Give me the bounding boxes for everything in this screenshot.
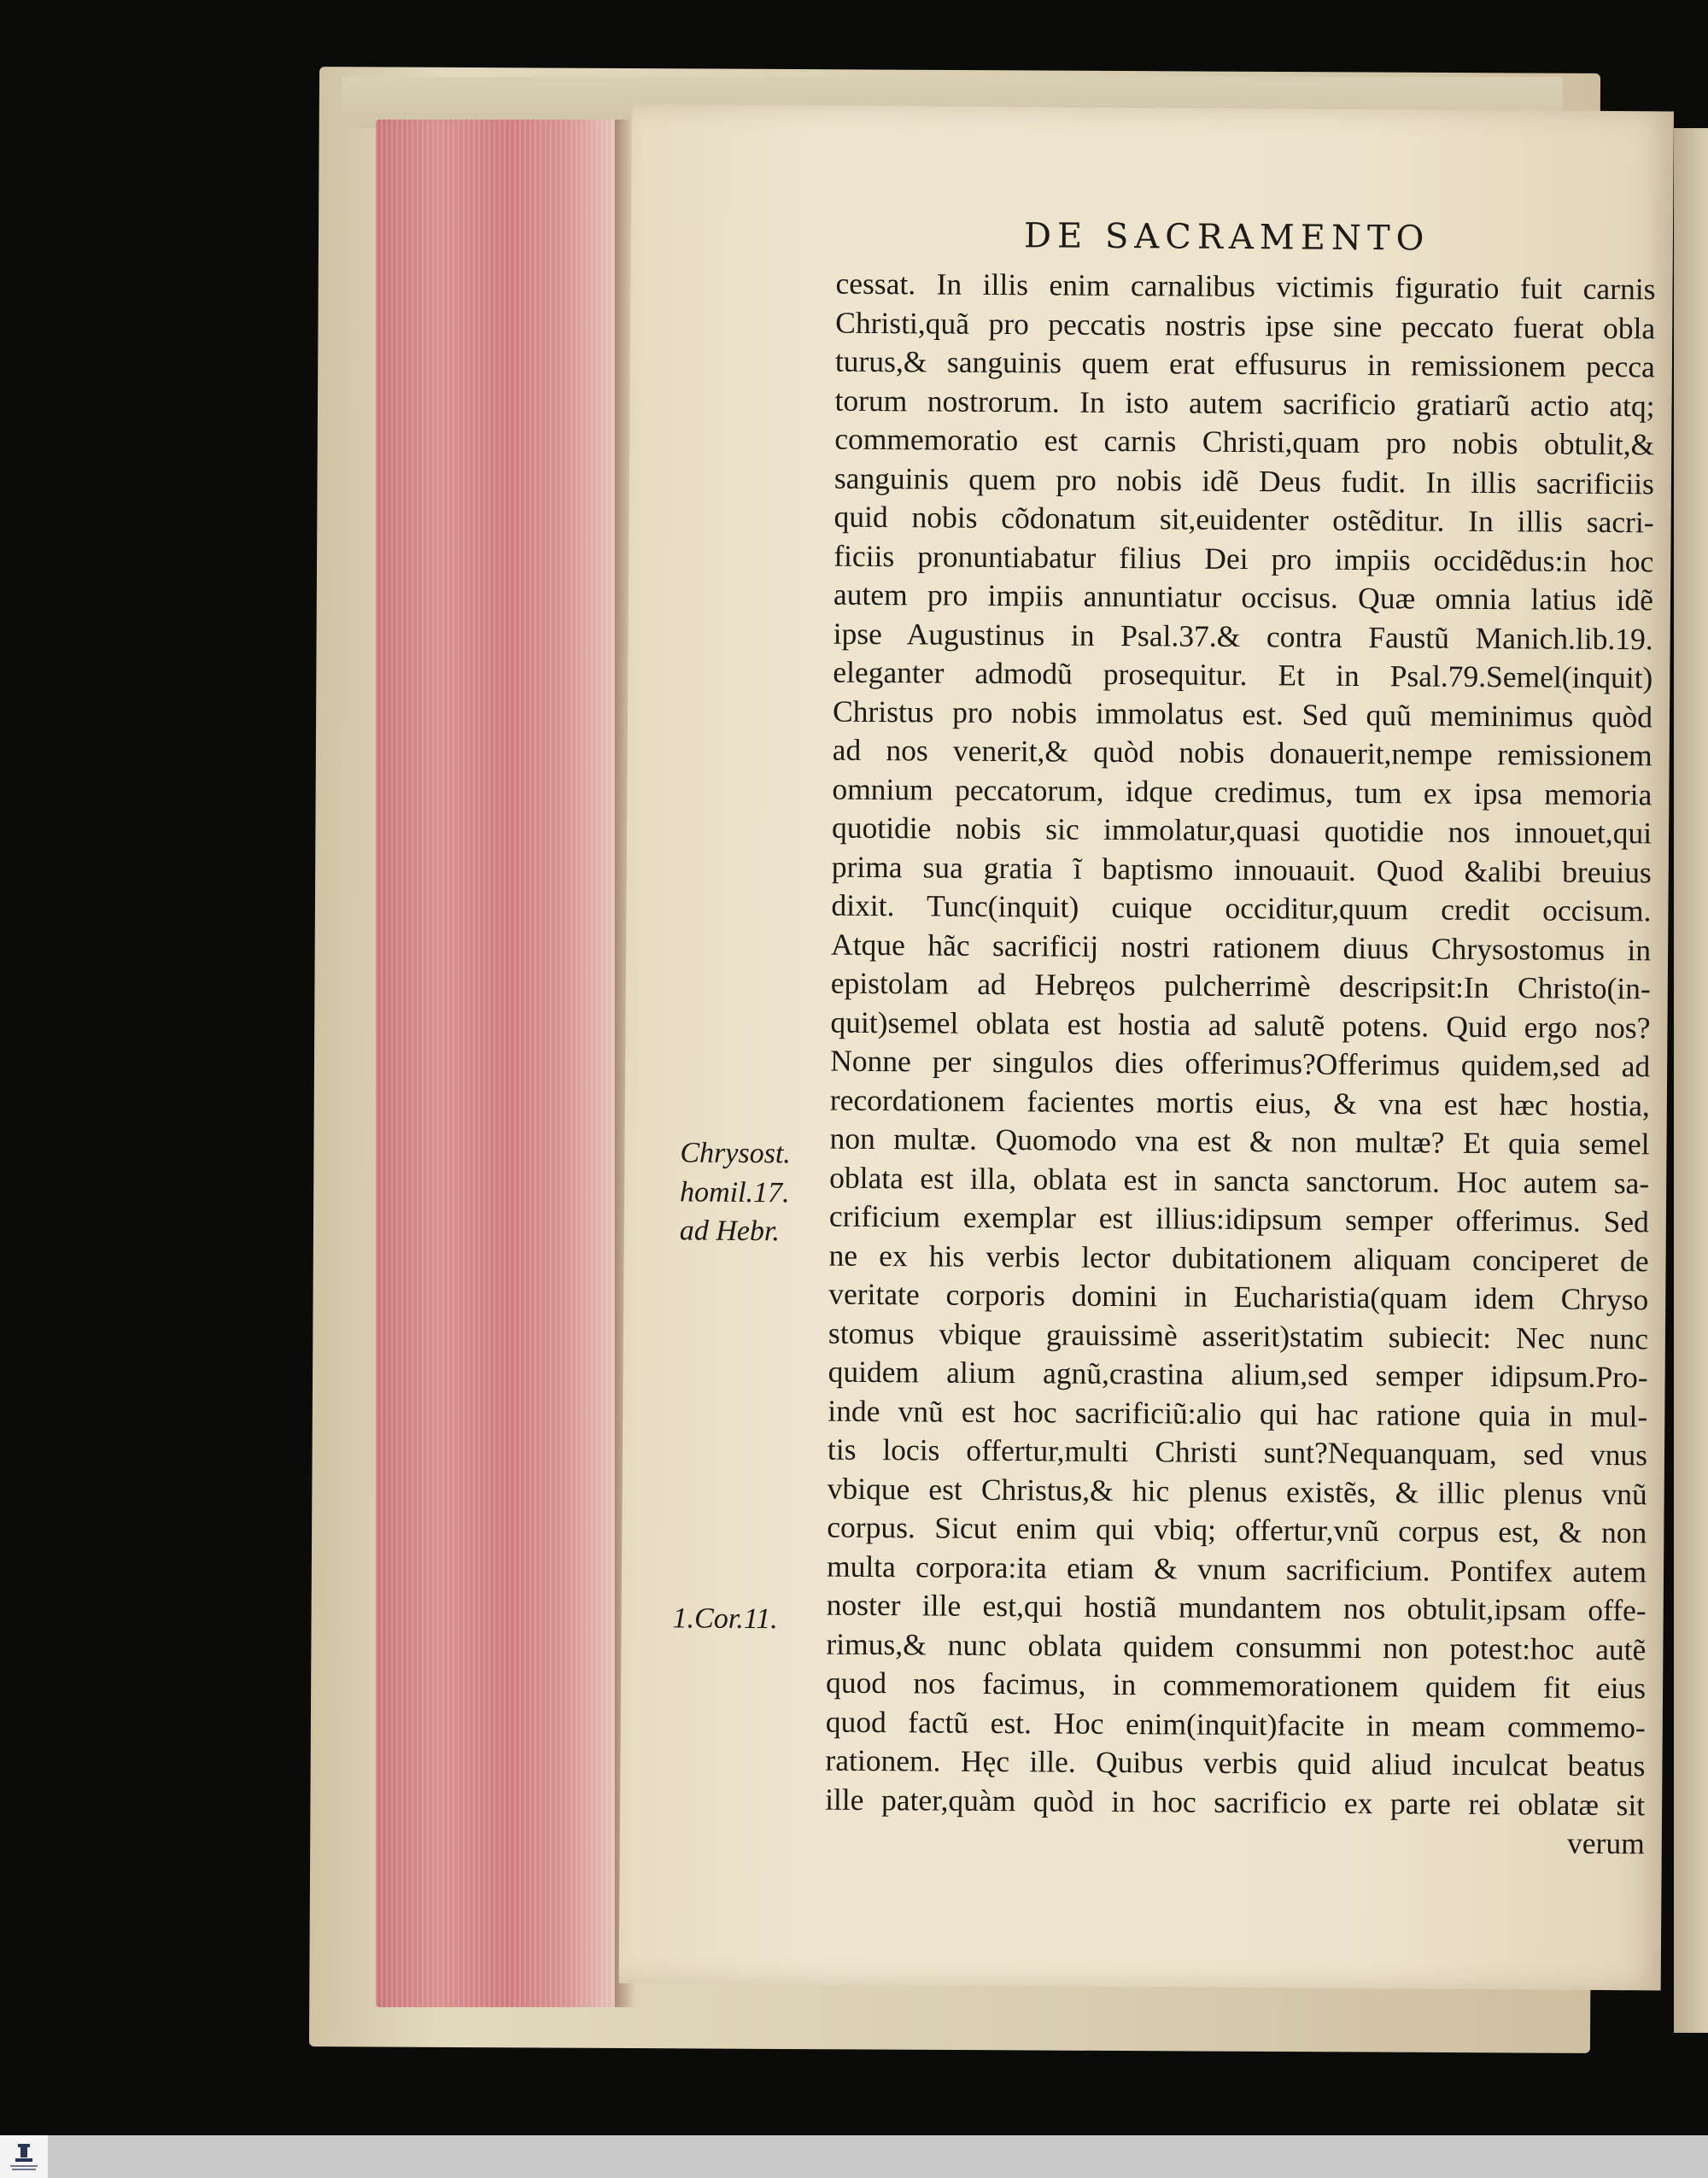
- text-line: multa corpora:ita etiam & vnum sacrificium. Pontifex autem: [826, 1549, 1647, 1589]
- catchword: verum: [1566, 1825, 1645, 1861]
- text-line: eleganter admodũ prosequitur. Et in Psal.79.Semel(inquit): [833, 654, 1653, 695]
- scanner-footer-bar: [0, 2135, 1708, 2178]
- text-line: cessat. In illis enim carnalibus victimis figuratio fuit carnis: [835, 266, 1656, 307]
- text-line: Atque hãc sacrificij nostri rationem diuus Chrysostomus in: [831, 927, 1652, 967]
- text-line: crificium exemplar est illius:idipsum semper offerimus. Sed: [828, 1198, 1650, 1239]
- text-line: sanguinis quem pro nobis idẽ Deus fudit. In illis sacrificiis: [834, 460, 1655, 501]
- text-line: Christus pro nobis immolatus est. Sed quũ meminimus quòd: [832, 694, 1653, 734]
- text-line: omnium peccatorum, idque credimus, tum ex ipsa memoria: [832, 771, 1652, 811]
- text-line: quotidie nobis sic immolatur,quasi quotidie nos innouet,qui: [831, 810, 1652, 851]
- margin-note-line: Chrysost.: [680, 1137, 791, 1170]
- text-line: stomus vbique grauissimè asserit)statim subiecit: Nec nunc: [828, 1315, 1649, 1355]
- text-line: vbique est Christus,& hic plenus existẽs, & illic plenus vnũ: [827, 1471, 1647, 1511]
- library-logo-icon: [0, 2135, 48, 2178]
- running-head: DE SACRAMENTO: [1023, 216, 1430, 259]
- text-line: rimus,& nunc oblata quidem consummi non potest:hoc autẽ: [826, 1626, 1647, 1666]
- red-page-edges: [376, 120, 615, 2007]
- printed-page: [619, 104, 1674, 1990]
- body-text: [825, 265, 1656, 1864]
- text-line: non multæ. Quomodo vna est & non multæ? Et quia semel: [829, 1121, 1650, 1162]
- text-line: quod nos facimus, in commemorationem quidem fit eius: [825, 1665, 1647, 1706]
- text-line: commemoratio est carnis Christi,quam pro nobis obtulit,&: [834, 421, 1655, 462]
- text-line: recordationem facientes mortis eius, & vna est hæc hostia,: [829, 1082, 1650, 1122]
- text-line: prima sua gratia ĩ baptismo innouauit. Quod &alibi breuius: [831, 849, 1652, 889]
- margin-note-chrysostom: [680, 1133, 791, 1250]
- text-line: epistolam ad Hebręos pulcherrimè descripsit:In Christo(in-: [830, 965, 1651, 1006]
- margin-note-line: homil.17.: [679, 1175, 790, 1209]
- text-line: quod factũ est. Hoc enim(inquit)facite in meam commemo-: [825, 1704, 1646, 1744]
- text-line: ille pater,quàm quòd in hoc sacrificio ex parte rei oblatæ sit: [825, 1782, 1646, 1822]
- text-line: ad nos venerit,& quòd nobis donauerit,nempe remissionem: [832, 732, 1652, 773]
- text-line: dixit. Tunc(inquit) cuique occiditur,quum credit occisum.: [831, 887, 1652, 928]
- margin-note-corinthians: 1.Cor.11.: [672, 1602, 778, 1636]
- margin-note-line: ad Hebr.: [679, 1215, 781, 1248]
- text-line: inde vnũ est hoc sacrificiũ:alio qui hac ratione quia in mul-: [828, 1393, 1648, 1433]
- text-line: noster ille est,qui hostiã mundantem nos obtulit,ipsam offe-: [826, 1587, 1647, 1628]
- text-line: autem pro impiis annuntiatur occisus. Quæ omnia latius idẽ: [833, 577, 1654, 618]
- text-line: quid nobis cõdonatum sit,euidenter ostẽditur. In illis sacri-: [834, 499, 1654, 540]
- text-line: quit)semel oblata est hostia ad salutẽ potens. Quid ergo nos?: [830, 1004, 1651, 1045]
- text-line: corpus. Sicut enim qui vbiq; offertur,vnũ corpus est, & non: [827, 1509, 1647, 1550]
- facing-page-sliver: [1674, 128, 1708, 2033]
- text-line: quidem alium agnũ,crastina alium,sed semper idipsum.Pro-: [828, 1354, 1648, 1395]
- text-line: ne ex his verbis lector dubitationem aliquam conciperet de: [828, 1238, 1649, 1278]
- text-line: ipse Augustinus in Psal.37.& contra Faustũ Manich.lib.19.: [833, 616, 1653, 656]
- text-line: torum nostrorum. In isto autem sacrificio gratiarũ actio atq;: [834, 383, 1655, 423]
- text-line: ficiis pronuntiabatur filius Dei pro impiis occidẽdus:in hoc: [834, 538, 1654, 578]
- text-line: turus,& sanguinis quem erat effusurus in remissionem pecca: [834, 343, 1656, 384]
- text-line: rationem. Hęc ille. Quibus verbis quid aliud inculcat beatus: [825, 1742, 1646, 1783]
- text-line: veritate corporis domini in Eucharistia(quam idem Chryso: [828, 1276, 1649, 1317]
- text-line: Christi,quã pro peccatis nostris ipse sine peccato fuerat obla: [835, 305, 1656, 345]
- text-line: Nonne per singulos dies offerimus?Offerimus quidem,sed ad: [830, 1043, 1651, 1084]
- text-line: oblata est illa, oblata est in sancta sanctorum. Hoc autem sa-: [829, 1160, 1650, 1200]
- text-line: tis locis offertur,multi Christi sunt?Nequanquam, sed vnus: [827, 1432, 1648, 1472]
